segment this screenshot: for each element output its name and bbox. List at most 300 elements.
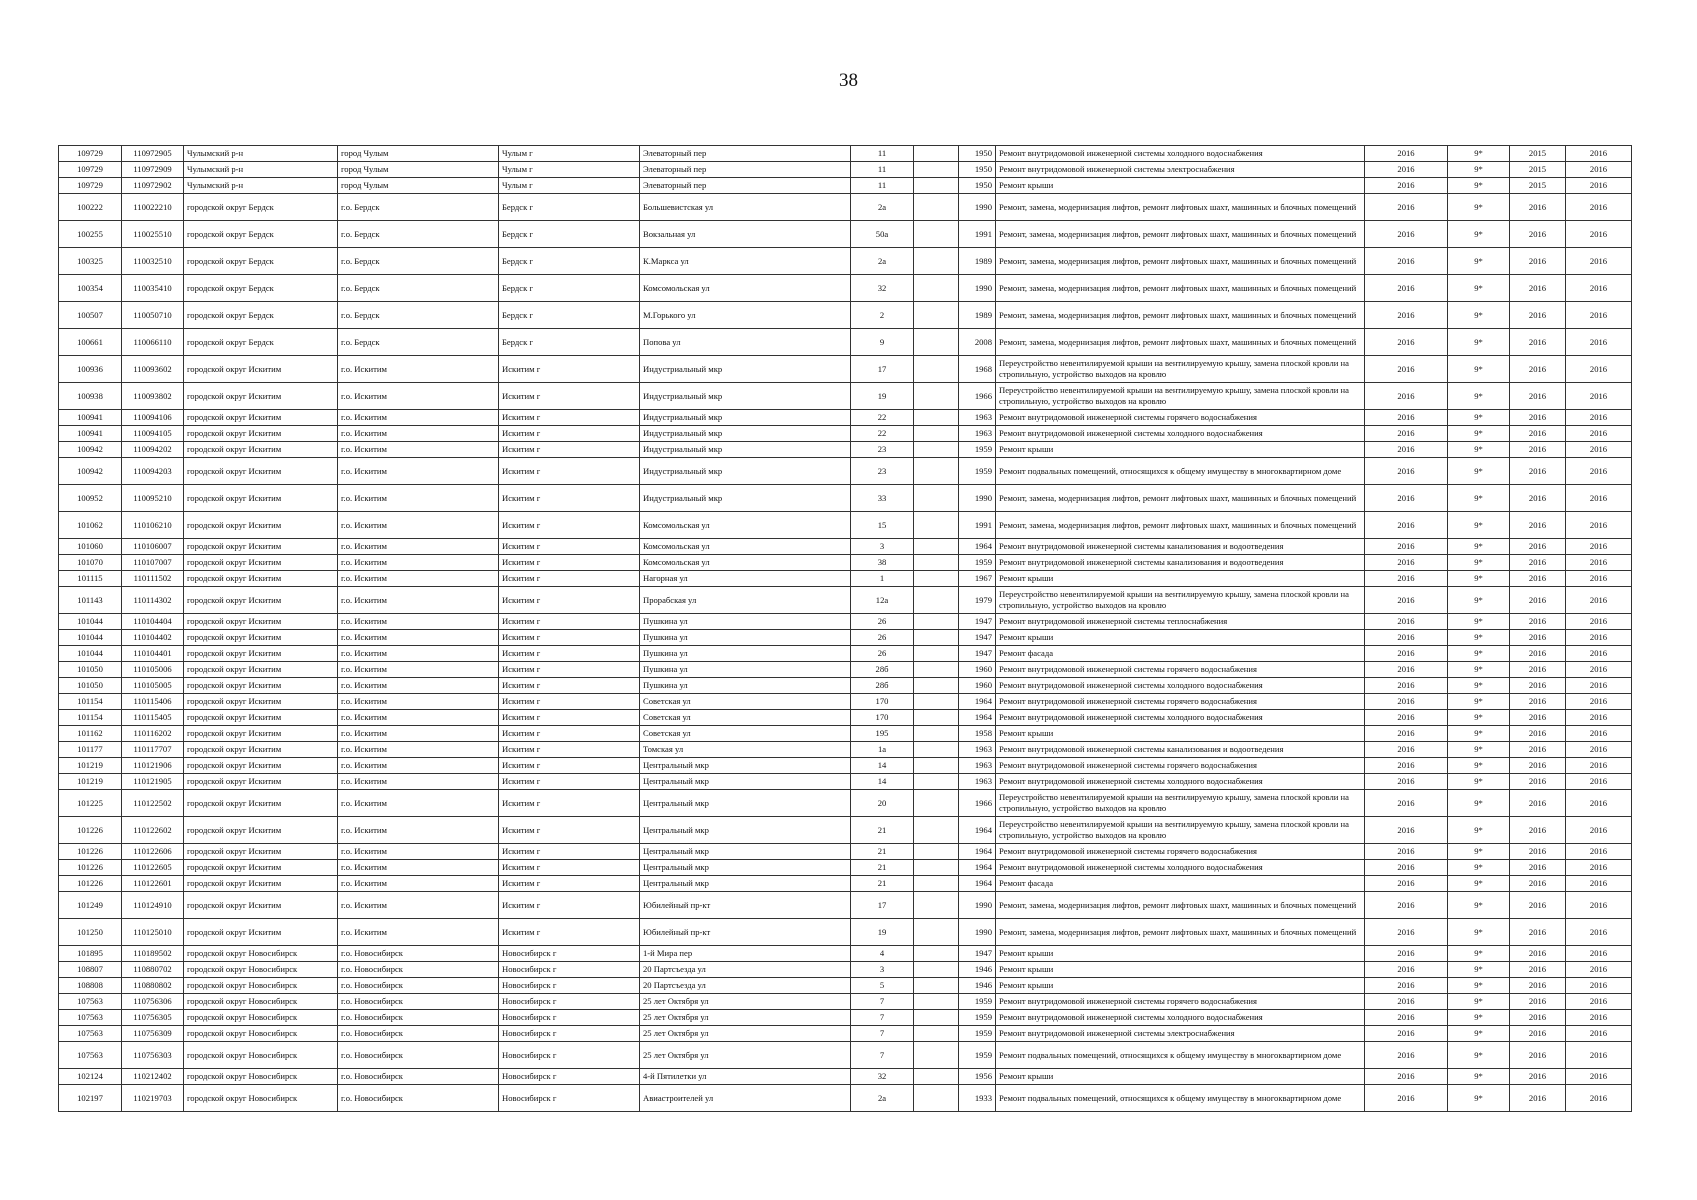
cell-start-year: 2016 xyxy=(1510,678,1566,694)
cell-street: Индустриальный мкр xyxy=(640,426,851,442)
cell-district: городской округ Искитим xyxy=(184,410,338,426)
cell-start-year: 2016 xyxy=(1510,876,1566,892)
cell-street: Центральный мкр xyxy=(640,758,851,774)
cell-year-built: 1950 xyxy=(959,162,996,178)
cell-district: городской округ Искитим xyxy=(184,442,338,458)
cell-work-type: Ремонт внутридомовой инженерной системы канализования и водоотведения xyxy=(996,555,1365,571)
cell-work-type: Ремонт внутридомовой инженерной системы канализования и водоотведения xyxy=(996,539,1365,555)
cell-work-type: Ремонт крыши xyxy=(996,962,1365,978)
cell-year-built: 1956 xyxy=(959,1069,996,1085)
cell-house-number: 170 xyxy=(851,710,914,726)
cell-street: Индустриальный мкр xyxy=(640,442,851,458)
cell-municipality: г.о. Новосибирск xyxy=(338,994,499,1010)
cell-district: городской округ Новосибирск xyxy=(184,1085,338,1112)
cell-street: Индустриальный мкр xyxy=(640,356,851,383)
cell-work-type: Ремонт внутридомовой инженерной системы электроснабжения xyxy=(996,162,1365,178)
cell-settlement: Искитим г xyxy=(499,485,640,512)
cell-work-id: 110022210 xyxy=(122,194,184,221)
cell-building xyxy=(914,646,959,662)
cell-note: 9* xyxy=(1448,162,1510,178)
cell-street: Центральный мкр xyxy=(640,774,851,790)
cell-note: 9* xyxy=(1448,555,1510,571)
cell-district: городской округ Искитим xyxy=(184,876,338,892)
cell-street: М.Горького ул xyxy=(640,302,851,329)
cell-settlement: Бердск г xyxy=(499,248,640,275)
table-row xyxy=(59,630,1632,646)
cell-building xyxy=(914,726,959,742)
cell-note: 9* xyxy=(1448,758,1510,774)
cell-settlement: Искитим г xyxy=(499,383,640,410)
cell-work-type: Ремонт, замена, модернизация лифтов, ремонт лифтовых шахт, машинных и блочных помещений xyxy=(996,194,1365,221)
cell-plan-year: 2016 xyxy=(1365,962,1448,978)
cell-note: 9* xyxy=(1448,458,1510,485)
cell-house-number: 17 xyxy=(851,356,914,383)
cell-house-id: 108807 xyxy=(59,962,122,978)
cell-house-id: 101226 xyxy=(59,876,122,892)
cell-year-built: 1964 xyxy=(959,860,996,876)
cell-district: городской округ Искитим xyxy=(184,860,338,876)
cell-end-year: 2016 xyxy=(1566,302,1632,329)
cell-municipality: г.о. Искитим xyxy=(338,630,499,646)
cell-house-id: 100942 xyxy=(59,442,122,458)
cell-house-number: 2а xyxy=(851,248,914,275)
cell-year-built: 1959 xyxy=(959,1042,996,1069)
cell-building xyxy=(914,221,959,248)
cell-street: Элеваторный пер xyxy=(640,146,851,162)
cell-work-id: 110756309 xyxy=(122,1026,184,1042)
cell-district: городской округ Новосибирск xyxy=(184,1010,338,1026)
cell-note: 9* xyxy=(1448,1085,1510,1112)
cell-building xyxy=(914,978,959,994)
cell-house-number: 7 xyxy=(851,994,914,1010)
cell-house-number: 3 xyxy=(851,539,914,555)
cell-end-year: 2016 xyxy=(1566,356,1632,383)
cell-end-year: 2016 xyxy=(1566,383,1632,410)
cell-building xyxy=(914,383,959,410)
cell-street: 25 лет Октября ул xyxy=(640,1010,851,1026)
cell-building xyxy=(914,410,959,426)
cell-settlement: Искитим г xyxy=(499,458,640,485)
cell-building xyxy=(914,694,959,710)
cell-house-id: 101050 xyxy=(59,662,122,678)
cell-house-number: 28б xyxy=(851,678,914,694)
cell-work-type: Переустройство невентилируемой крыши на вентилируемую крышу, замена плоской кровли на стропильную, устройство выходов на кровлю xyxy=(996,790,1365,817)
cell-start-year: 2016 xyxy=(1510,356,1566,383)
cell-work-type: Ремонт, замена, модернизация лифтов, ремонт лифтовых шахт, машинных и блочных помещений xyxy=(996,248,1365,275)
cell-work-id: 110756306 xyxy=(122,994,184,1010)
cell-plan-year: 2016 xyxy=(1365,726,1448,742)
cell-building xyxy=(914,844,959,860)
cell-work-type: Ремонт, замена, модернизация лифтов, ремонт лифтовых шахт, машинных и блочных помещений xyxy=(996,512,1365,539)
cell-year-built: 1946 xyxy=(959,962,996,978)
cell-work-id: 110094202 xyxy=(122,442,184,458)
cell-note: 9* xyxy=(1448,302,1510,329)
cell-end-year: 2016 xyxy=(1566,485,1632,512)
table-row xyxy=(59,1042,1632,1069)
cell-settlement: Искитим г xyxy=(499,426,640,442)
cell-work-type: Ремонт внутридомовой инженерной системы теплоснабжения xyxy=(996,614,1365,630)
cell-house-number: 7 xyxy=(851,1026,914,1042)
cell-note: 9* xyxy=(1448,678,1510,694)
cell-work-type: Ремонт крыши xyxy=(996,726,1365,742)
cell-work-id: 110880802 xyxy=(122,978,184,994)
cell-house-id: 101154 xyxy=(59,710,122,726)
cell-plan-year: 2016 xyxy=(1365,275,1448,302)
cell-house-number: 50а xyxy=(851,221,914,248)
cell-year-built: 1964 xyxy=(959,876,996,892)
table-row xyxy=(59,356,1632,383)
cell-end-year: 2016 xyxy=(1566,662,1632,678)
cell-municipality: г.о. Новосибирск xyxy=(338,1085,499,1112)
cell-start-year: 2016 xyxy=(1510,512,1566,539)
cell-end-year: 2016 xyxy=(1566,962,1632,978)
cell-house-number: 11 xyxy=(851,178,914,194)
cell-start-year: 2016 xyxy=(1510,614,1566,630)
cell-house-id: 100507 xyxy=(59,302,122,329)
cell-house-id: 109729 xyxy=(59,178,122,194)
cell-year-built: 1990 xyxy=(959,485,996,512)
cell-municipality: г.о. Искитим xyxy=(338,710,499,726)
cell-house-id: 101115 xyxy=(59,571,122,587)
cell-start-year: 2016 xyxy=(1510,758,1566,774)
cell-building xyxy=(914,485,959,512)
cell-plan-year: 2016 xyxy=(1365,329,1448,356)
table-row xyxy=(59,442,1632,458)
cell-year-built: 1958 xyxy=(959,726,996,742)
cell-settlement: Новосибирск г xyxy=(499,946,640,962)
cell-plan-year: 2016 xyxy=(1365,383,1448,410)
cell-end-year: 2016 xyxy=(1566,678,1632,694)
cell-house-id: 100661 xyxy=(59,329,122,356)
cell-settlement: Искитим г xyxy=(499,919,640,946)
cell-work-id: 110756305 xyxy=(122,1010,184,1026)
cell-end-year: 2016 xyxy=(1566,742,1632,758)
cell-plan-year: 2016 xyxy=(1365,646,1448,662)
cell-house-number: 7 xyxy=(851,1010,914,1026)
cell-end-year: 2016 xyxy=(1566,860,1632,876)
cell-building xyxy=(914,162,959,178)
cell-plan-year: 2016 xyxy=(1365,790,1448,817)
table-row xyxy=(59,662,1632,678)
cell-year-built: 1964 xyxy=(959,817,996,844)
cell-note: 9* xyxy=(1448,442,1510,458)
cell-street: Индустриальный мкр xyxy=(640,485,851,512)
cell-municipality: г.о. Искитим xyxy=(338,442,499,458)
cell-house-id: 101250 xyxy=(59,919,122,946)
cell-work-type: Ремонт, замена, модернизация лифтов, ремонт лифтовых шахт, машинных и блочных помещений xyxy=(996,892,1365,919)
cell-building xyxy=(914,146,959,162)
cell-house-number: 28б xyxy=(851,662,914,678)
cell-settlement: Искитим г xyxy=(499,774,640,790)
table-row xyxy=(59,162,1632,178)
cell-district: городской округ Бердск xyxy=(184,329,338,356)
cell-note: 9* xyxy=(1448,790,1510,817)
cell-municipality: город Чулым xyxy=(338,178,499,194)
cell-plan-year: 2016 xyxy=(1365,162,1448,178)
cell-work-type: Ремонт подвальных помещений, относящихся к общему имуществу в многоквартирном доме xyxy=(996,1042,1365,1069)
cell-district: городской округ Новосибирск xyxy=(184,946,338,962)
cell-street: 25 лет Октября ул xyxy=(640,1042,851,1069)
repair-registry-table xyxy=(58,145,1632,1112)
cell-house-number: 2 xyxy=(851,302,914,329)
cell-work-id: 110106007 xyxy=(122,539,184,555)
cell-work-type: Переустройство невентилируемой крыши на вентилируемую крышу, замена плоской кровли на стропильную, устройство выходов на кровлю xyxy=(996,587,1365,614)
cell-start-year: 2016 xyxy=(1510,630,1566,646)
cell-plan-year: 2016 xyxy=(1365,248,1448,275)
table-row xyxy=(59,860,1632,876)
cell-municipality: г.о. Искитим xyxy=(338,614,499,630)
cell-district: городской округ Искитим xyxy=(184,919,338,946)
cell-street: Прорабская ул xyxy=(640,587,851,614)
cell-municipality: г.о. Искитим xyxy=(338,726,499,742)
cell-work-type: Переустройство невентилируемой крыши на вентилируемую крышу, замена плоской кровли на стропильную, устройство выходов на кровлю xyxy=(996,383,1365,410)
cell-building xyxy=(914,248,959,275)
cell-end-year: 2016 xyxy=(1566,844,1632,860)
table-row xyxy=(59,946,1632,962)
cell-municipality: г.о. Искитим xyxy=(338,844,499,860)
cell-building xyxy=(914,1026,959,1042)
cell-house-number: 21 xyxy=(851,844,914,860)
cell-district: городской округ Искитим xyxy=(184,646,338,662)
cell-work-type: Ремонт внутридомовой инженерной системы горячего водоснабжения xyxy=(996,662,1365,678)
cell-house-id: 101226 xyxy=(59,844,122,860)
cell-building xyxy=(914,919,959,946)
cell-note: 9* xyxy=(1448,742,1510,758)
cell-work-type: Ремонт внутридомовой инженерной системы холодного водоснабжения xyxy=(996,710,1365,726)
cell-end-year: 2016 xyxy=(1566,758,1632,774)
cell-municipality: г.о. Искитим xyxy=(338,758,499,774)
cell-end-year: 2016 xyxy=(1566,790,1632,817)
table-row xyxy=(59,774,1632,790)
cell-street: Нагорная ул xyxy=(640,571,851,587)
cell-work-type: Ремонт, замена, модернизация лифтов, ремонт лифтовых шахт, машинных и блочных помещений xyxy=(996,329,1365,356)
cell-house-id: 109729 xyxy=(59,162,122,178)
cell-plan-year: 2016 xyxy=(1365,742,1448,758)
cell-building xyxy=(914,275,959,302)
cell-settlement: Искитим г xyxy=(499,860,640,876)
cell-district: Чулымский р-н xyxy=(184,162,338,178)
cell-house-number: 26 xyxy=(851,646,914,662)
cell-house-number: 14 xyxy=(851,758,914,774)
cell-note: 9* xyxy=(1448,1026,1510,1042)
cell-building xyxy=(914,442,959,458)
cell-note: 9* xyxy=(1448,614,1510,630)
cell-year-built: 1960 xyxy=(959,678,996,694)
cell-work-id: 110107007 xyxy=(122,555,184,571)
cell-start-year: 2016 xyxy=(1510,539,1566,555)
cell-end-year: 2016 xyxy=(1566,614,1632,630)
cell-note: 9* xyxy=(1448,221,1510,248)
table-row xyxy=(59,876,1632,892)
cell-house-number: 32 xyxy=(851,1069,914,1085)
cell-house-number: 3 xyxy=(851,962,914,978)
cell-end-year: 2016 xyxy=(1566,194,1632,221)
cell-street: Пушкина ул xyxy=(640,662,851,678)
table-row xyxy=(59,962,1632,978)
table-row xyxy=(59,248,1632,275)
cell-house-id: 101050 xyxy=(59,678,122,694)
table-row xyxy=(59,178,1632,194)
cell-work-type: Ремонт, замена, модернизация лифтов, ремонт лифтовых шахт, машинных и блочных помещений xyxy=(996,302,1365,329)
cell-note: 9* xyxy=(1448,383,1510,410)
cell-plan-year: 2016 xyxy=(1365,774,1448,790)
cell-work-id: 110122605 xyxy=(122,860,184,876)
cell-end-year: 2016 xyxy=(1566,892,1632,919)
cell-end-year: 2016 xyxy=(1566,694,1632,710)
cell-work-id: 110972909 xyxy=(122,162,184,178)
cell-work-id: 110219703 xyxy=(122,1085,184,1112)
cell-settlement: Новосибирск г xyxy=(499,1026,640,1042)
cell-street: Советская ул xyxy=(640,694,851,710)
cell-street: Попова ул xyxy=(640,329,851,356)
cell-municipality: г.о. Искитим xyxy=(338,646,499,662)
cell-end-year: 2016 xyxy=(1566,1010,1632,1026)
cell-work-id: 110125010 xyxy=(122,919,184,946)
cell-house-id: 101226 xyxy=(59,860,122,876)
cell-district: городской округ Искитим xyxy=(184,512,338,539)
cell-start-year: 2016 xyxy=(1510,1026,1566,1042)
cell-house-number: 23 xyxy=(851,458,914,485)
cell-plan-year: 2016 xyxy=(1365,946,1448,962)
cell-settlement: Искитим г xyxy=(499,630,640,646)
cell-start-year: 2016 xyxy=(1510,946,1566,962)
cell-municipality: г.о. Искитим xyxy=(338,774,499,790)
table-row xyxy=(59,221,1632,248)
cell-building xyxy=(914,458,959,485)
cell-district: городской округ Искитим xyxy=(184,774,338,790)
cell-settlement: Новосибирск г xyxy=(499,1042,640,1069)
cell-building xyxy=(914,555,959,571)
cell-note: 9* xyxy=(1448,1069,1510,1085)
cell-note: 9* xyxy=(1448,275,1510,302)
cell-municipality: г.о. Новосибирск xyxy=(338,946,499,962)
table-row xyxy=(59,426,1632,442)
cell-house-id: 109729 xyxy=(59,146,122,162)
cell-house-number: 12а xyxy=(851,587,914,614)
cell-work-id: 110189502 xyxy=(122,946,184,962)
cell-work-id: 110032510 xyxy=(122,248,184,275)
table-row xyxy=(59,302,1632,329)
cell-year-built: 1946 xyxy=(959,978,996,994)
table-row xyxy=(59,790,1632,817)
cell-year-built: 1963 xyxy=(959,426,996,442)
table-row xyxy=(59,587,1632,614)
cell-street: Индустриальный мкр xyxy=(640,410,851,426)
cell-work-type: Переустройство невентилируемой крыши на вентилируемую крышу, замена плоской кровли на стропильную, устройство выходов на кровлю xyxy=(996,356,1365,383)
cell-work-id: 110025510 xyxy=(122,221,184,248)
table-row xyxy=(59,383,1632,410)
cell-building xyxy=(914,994,959,1010)
cell-work-id: 110121906 xyxy=(122,758,184,774)
cell-building xyxy=(914,860,959,876)
cell-year-built: 1959 xyxy=(959,1026,996,1042)
cell-plan-year: 2016 xyxy=(1365,710,1448,726)
cell-year-built: 1964 xyxy=(959,694,996,710)
cell-year-built: 2008 xyxy=(959,329,996,356)
cell-work-id: 110124910 xyxy=(122,892,184,919)
cell-work-id: 110106210 xyxy=(122,512,184,539)
cell-street: Советская ул xyxy=(640,710,851,726)
cell-end-year: 2016 xyxy=(1566,458,1632,485)
cell-house-number: 22 xyxy=(851,410,914,426)
cell-year-built: 1947 xyxy=(959,946,996,962)
cell-municipality: г.о. Новосибирск xyxy=(338,1010,499,1026)
cell-start-year: 2016 xyxy=(1510,571,1566,587)
cell-start-year: 2016 xyxy=(1510,994,1566,1010)
cell-year-built: 1968 xyxy=(959,356,996,383)
cell-work-id: 110115405 xyxy=(122,710,184,726)
cell-year-built: 1989 xyxy=(959,302,996,329)
cell-street: Индустриальный мкр xyxy=(640,383,851,410)
cell-district: городской округ Искитим xyxy=(184,555,338,571)
cell-year-built: 1990 xyxy=(959,919,996,946)
cell-house-number: 33 xyxy=(851,485,914,512)
cell-house-id: 101219 xyxy=(59,758,122,774)
cell-street: Пушкина ул xyxy=(640,614,851,630)
cell-end-year: 2016 xyxy=(1566,774,1632,790)
cell-note: 9* xyxy=(1448,919,1510,946)
cell-settlement: Бердск г xyxy=(499,221,640,248)
cell-plan-year: 2016 xyxy=(1365,919,1448,946)
cell-house-number: 20 xyxy=(851,790,914,817)
cell-municipality: г.о. Новосибирск xyxy=(338,978,499,994)
cell-note: 9* xyxy=(1448,962,1510,978)
cell-house-number: 4 xyxy=(851,946,914,962)
cell-house-id: 100222 xyxy=(59,194,122,221)
cell-district: Чулымский р-н xyxy=(184,146,338,162)
cell-settlement: Новосибирск г xyxy=(499,1085,640,1112)
cell-settlement: Искитим г xyxy=(499,790,640,817)
cell-start-year: 2016 xyxy=(1510,844,1566,860)
cell-settlement: Чулым г xyxy=(499,162,640,178)
cell-house-id: 100936 xyxy=(59,356,122,383)
cell-plan-year: 2016 xyxy=(1365,458,1448,485)
cell-work-type: Ремонт внутридомовой инженерной системы холодного водоснабжения xyxy=(996,1010,1365,1026)
cell-start-year: 2016 xyxy=(1510,919,1566,946)
cell-house-id: 101060 xyxy=(59,539,122,555)
cell-work-type: Ремонт внутридомовой инженерной системы холодного водоснабжения xyxy=(996,678,1365,694)
cell-start-year: 2016 xyxy=(1510,710,1566,726)
cell-district: городской округ Искитим xyxy=(184,742,338,758)
cell-work-id: 110122606 xyxy=(122,844,184,860)
cell-municipality: г.о. Искитим xyxy=(338,539,499,555)
cell-municipality: г.о. Искитим xyxy=(338,571,499,587)
cell-municipality: г.о. Бердск xyxy=(338,221,499,248)
cell-year-built: 1963 xyxy=(959,758,996,774)
cell-house-number: 17 xyxy=(851,892,914,919)
cell-plan-year: 2016 xyxy=(1365,512,1448,539)
cell-year-built: 1964 xyxy=(959,539,996,555)
table-row xyxy=(59,485,1632,512)
cell-district: городской округ Искитим xyxy=(184,817,338,844)
cell-note: 9* xyxy=(1448,248,1510,275)
cell-year-built: 1963 xyxy=(959,774,996,790)
cell-municipality: г.о. Искитим xyxy=(338,383,499,410)
cell-year-built: 1963 xyxy=(959,410,996,426)
cell-house-id: 101162 xyxy=(59,726,122,742)
cell-house-number: 1 xyxy=(851,571,914,587)
cell-municipality: г.о. Бердск xyxy=(338,302,499,329)
cell-building xyxy=(914,512,959,539)
cell-settlement: Искитим г xyxy=(499,587,640,614)
cell-district: городской округ Искитим xyxy=(184,614,338,630)
table-row xyxy=(59,555,1632,571)
cell-work-type: Ремонт, замена, модернизация лифтов, ремонт лифтовых шахт, машинных и блочных помещений xyxy=(996,275,1365,302)
cell-settlement: Искитим г xyxy=(499,817,640,844)
cell-work-id: 110972902 xyxy=(122,178,184,194)
cell-house-number: 19 xyxy=(851,383,914,410)
cell-work-id: 110094105 xyxy=(122,426,184,442)
